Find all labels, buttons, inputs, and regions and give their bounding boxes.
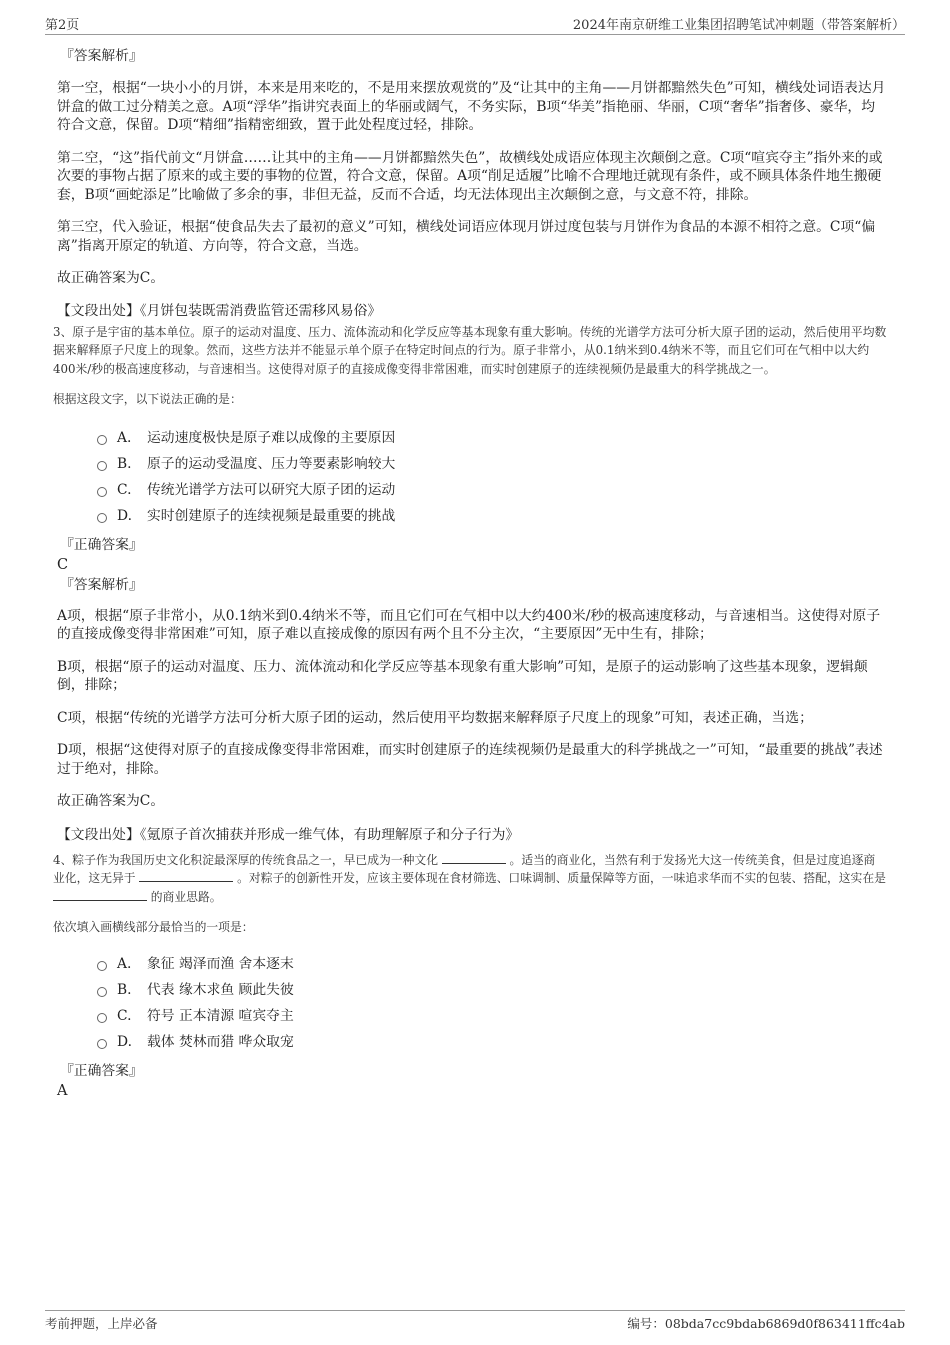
q4-correct-answer: A	[57, 1082, 68, 1099]
option-label: A.	[117, 955, 132, 972]
q3-analysis-d: D项，根据“这使得对原子的直接成像变得非常困难，而实时创建原子的连续视频仍是最重大的科学挑战之一”可知，“最重要的挑战”表述过于绝对，排除。	[57, 742, 883, 777]
page-header	[45, 12, 905, 35]
q4-stem-part3: 。对粽子的创新性开发，应该主要体现在食材筛选、口味调制、质量保障等方面，一味追求华而不实的包装、搭配，这实在是	[237, 871, 886, 885]
option-text: 原子的运动受温度、压力等要素影响较大	[147, 455, 396, 472]
q3-analysis-c: C项，根据“传统的光谱学方法可分析大原子团的运动，然后使用平均数据来解释原子尺度上的现象”可知，表述正确，当选；	[57, 709, 813, 726]
q3-conclusion: 故正确答案为C。	[57, 793, 165, 809]
option-label: C.	[117, 1007, 132, 1024]
radio-icon[interactable]	[97, 987, 107, 997]
q4-question: 依次填入画横线部分最恰当的一项是：	[53, 920, 254, 934]
q4-blank-2	[139, 869, 233, 882]
option-text: 运动速度极快是原子难以成像的主要原因	[147, 429, 396, 446]
q3-analysis-b: B项，根据“原子的运动对温度、压力、流体流动和化学反应等基本现象有重大影响”可知，是原子的运动影响了这些基本现象，逻辑颠倒，排除；	[57, 658, 868, 693]
q3-analysis-a: A项，根据“原子非常小，从0.1纳米到0.4纳米不等，而且它们可在气相中以大约400米/秒的极高速度移动，与音速相当。这使得对原子的直接成像变得非常困难”可知，原子难以直接成像的原因有两个且不分主次，“主要原因”无中生有，排除；	[57, 607, 881, 642]
radio-icon[interactable]	[97, 461, 107, 471]
q3-analysis-label: 『答案解析』	[60, 576, 143, 593]
q2-analysis-label: 『答案解析』	[60, 48, 143, 64]
option-text: 符号 正本清源 喧宾夺主	[147, 1007, 294, 1024]
q4-option-b[interactable]	[97, 977, 887, 1003]
radio-icon[interactable]	[97, 435, 107, 445]
q2-source: 【文段出处】《月饼包装既需消费监管还需移风易俗》	[57, 302, 382, 319]
q3-source: 【文段出处】《氪原子首次捕获并形成一维气体，有助理解原子和分子行为》	[57, 826, 520, 843]
q4-stem	[53, 851, 887, 907]
page-footer	[45, 1310, 905, 1333]
option-text: 传统光谱学方法可以研究大原子团的运动	[147, 481, 396, 498]
option-text: 载体 焚林而猎 哗众取宠	[147, 1033, 294, 1050]
footer-slogan: 考前押题，上岸必备	[45, 1316, 158, 1331]
q3-question: 根据这段文字，以下说法正确的是：	[53, 392, 242, 406]
option-text: 代表 缘木求鱼 顾此失彼	[147, 981, 294, 998]
q3-options	[57, 425, 887, 529]
q3-option-d[interactable]	[97, 503, 887, 529]
radio-icon[interactable]	[97, 1013, 107, 1023]
q4-option-a[interactable]	[97, 951, 887, 977]
q3-option-c[interactable]	[97, 477, 887, 503]
q2-analysis-para1: 第一空，根据“一块小小的月饼，本来是用来吃的，不是用来摆放观赏的”及“让其中的主角——月饼都黯然失色”可知，横线处词语表达月饼盒的做工过分精美之意。A项“浮华”指讲究表面上的华丽或阔气，不务实际，B项“华美”指艳丽、华丽，C项“奢华”指奢侈、豪华，均符合文意，保留。D项“精细”指精密细致，置于此处程度过轻，排除。	[57, 80, 886, 133]
q4-options	[57, 951, 887, 1055]
option-label: C.	[117, 481, 132, 498]
q4-correct-label: 『正确答案』	[60, 1062, 143, 1079]
page-number: 第2页	[45, 18, 80, 33]
document-id: 编号：08bda7cc9bdab6869d0f863411ffc4ab	[627, 1316, 905, 1331]
q4-option-c[interactable]	[97, 1003, 887, 1029]
radio-icon[interactable]	[97, 1039, 107, 1049]
option-label: B.	[117, 981, 132, 998]
q2-analysis-para2: 第二空，“这”指代前文“月饼盒……让其中的主角——月饼都黯然失色”，故横线处成语应体现主次颠倒之意。C项“喧宾夺主”指外来的或次要的事物占据了原来的或主要的事物的位置，符合文意，保留。A项“削足适履”比喻不合理地迁就现有条件，或不顾具体条件地生搬硬套，B项“画蛇添足”比喻做了多余的事，非但无益，反而不合适，均无法体现出主次颠倒之意，与文意不符，排除。	[57, 149, 883, 203]
option-label: D.	[117, 1033, 132, 1050]
q4-stem-part2: 。适当的商业化，当然有利于发扬光大这一传统美食，但是过度追逐商业化，这无异于	[53, 852, 876, 885]
radio-icon[interactable]	[97, 513, 107, 523]
option-label: A.	[117, 429, 132, 446]
q2-conclusion: 故正确答案为C。	[57, 270, 165, 286]
q3-stem: 3、原子是宇宙的基本单位。原子的运动对温度、压力、流体流动和化学反应等基本现象有重大影响。传统的光谱学方法可分析大原子团的运动，然后使用平均数据来解释原子尺度上的现象。然而，这些方法并不能显示单个原子在特定时间点的行为。原子非常小，从0.1纳米到0.4纳米不等，而且它们可在气相中以大约400米/秒的极高速度移动，与音速相当。这使得对原子的直接成像变得非常困难，而实时创建原子的连续视频仍是最重大的科学挑战之一。	[53, 324, 887, 376]
option-text: 象征 竭泽而渔 舍本逐末	[147, 955, 294, 972]
q4-stem-part1: 4、粽子作为我国历史文化积淀最深厚的传统食品之一，早已成为一种文化	[53, 852, 439, 867]
q4-blank-1	[442, 851, 506, 864]
q3-correct-answer: C	[57, 556, 69, 573]
q4-stem-part4: 的商业思路。	[150, 889, 222, 904]
radio-icon[interactable]	[97, 487, 107, 497]
option-label: D.	[117, 507, 132, 524]
option-text: 实时创建原子的连续视频是最重要的挑战	[147, 507, 396, 524]
q2-analysis-para3: 第三空，代入验证，根据“使食品失去了最初的意义”可知，横线处词语应体现月饼过度包装与月饼作为食品的本源不相符之意。C项“偏离”指离开原定的轨道、方向等，符合文意，当选。	[57, 219, 876, 254]
page-content	[53, 46, 887, 1101]
q3-option-a[interactable]	[97, 425, 887, 451]
document-title: 2024年南京研维工业集团招聘笔试冲刺题（带答案解析）	[572, 18, 905, 33]
q4-option-d[interactable]	[97, 1029, 887, 1055]
q3-correct-label: 『正确答案』	[60, 536, 143, 553]
q4-blank-3	[53, 888, 147, 901]
q3-option-b[interactable]	[97, 451, 887, 477]
option-label: B.	[117, 455, 132, 472]
radio-icon[interactable]	[97, 961, 107, 971]
